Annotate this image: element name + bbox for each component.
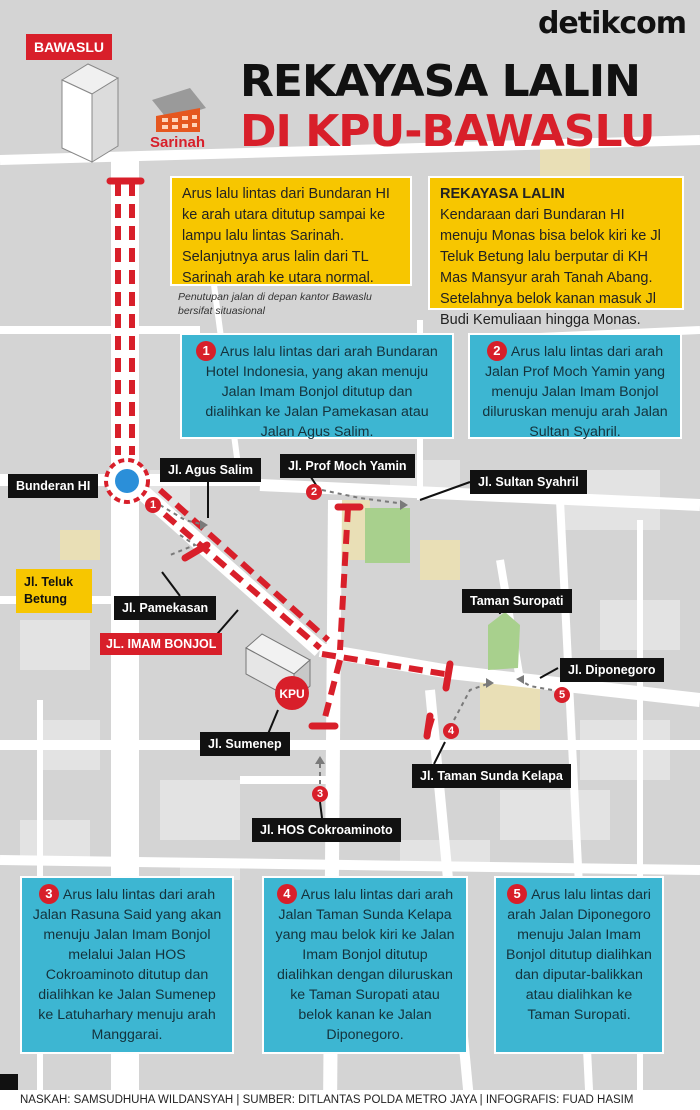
info-box-3 [20,876,234,1054]
label-pamekasan: Jl. Pamekasan [114,596,216,620]
label-imam-bonjol: JL. IMAM BONJOL [100,633,222,655]
label-diponegoro: Jl. Diponegoro [560,658,664,682]
info-text-1: Arus lalu lintas dari arah Bundaran Hotel Indonesia, yang akan menuju Jalan Imam Bonjol ditutup dan dialihkan ke Jalan Pamekasan atau Jalan Agus Salim. [205,344,438,440]
label-prof-moch-yamin: Jl. Prof Moch Yamin [280,454,415,478]
map-marker-2: 2 [306,483,322,501]
map-marker-1: 1 [145,496,161,514]
info-box-4 [262,876,468,1054]
map-marker-5: 5 [554,686,570,704]
note-situational: Penutupan jalan di depan kantor Bawaslu bersifat situasional [178,291,372,317]
bawaslu-building-icon [62,64,118,162]
info-text-2: Arus lalu lintas dari arah Jalan Prof Moch Yamin yang menuju Jalan Imam Bonjol diluruskan menuju arah Jalan Sultan Syahril. [482,344,668,440]
label-bunderan-hi: Bunderan HI [8,474,98,498]
map-marker-3: 3 [312,785,328,803]
bawaslu-label: BAWASLU [26,34,112,60]
map-marker-4: 4 [443,722,459,740]
kpu-marker-label: KPU [279,687,305,701]
info-box-5 [494,876,664,1054]
label-taman-suropati: Taman Suropati [462,589,572,613]
page-title-line1: REKAYASA LALIN [240,56,640,107]
info-number-3: 3 [39,884,59,904]
label-sultan-syahril: Jl. Sultan Syahril [470,470,587,494]
info-number-4: 4 [277,884,297,904]
info-box-2 [468,333,682,439]
park-block [365,508,410,563]
footer-credits: NASKAH: SAMSUDHUHA WILDANSYAH | SUMBER: DITLANTAS POLDA METRO JAYA | INFOGRAFIS: FUAD HASIM [0,1090,700,1110]
brand-logo: detikcom [537,6,686,41]
info-text-3: Arus lalu lintas dari arah Jalan Rasuna Said yang akan menuju Jalan Imam Bonjol melalui Jalan HOS Cokroaminoto ditutup dan dialihkan ke Jalan Sumenep ke Latuharhary menuju arah Manggarai. [32,887,222,1043]
label-agus-salim: Jl. Agus Salim [160,458,261,482]
info-number-1: 1 [196,341,216,361]
note-rekayasa-lalin [428,176,684,328]
info-text-4: Arus lalu lintas dari arah Jalan Taman Sunda Kelapa yang mau belok kiri ke Jalan Imam Bonjol ditutup dialihkan dengan diluruskan ke Taman Suropati atau belok kanan ke Jalan Diponegoro. [275,887,455,1043]
roundabout-center [115,469,139,493]
info-number-5: 5 [507,884,527,904]
sarinah-label: Sarinah [150,134,206,151]
label-taman-sunda-kelapa: Jl. Taman Sunda Kelapa [412,764,571,788]
rekayasa-heading: REKAYASA LALIN [440,186,565,202]
info-text-5: Arus lalu lintas dari arah Jalan Diponegoro menuju Jalan Imam Bonjol ditutup dialihkan dan diputar-balikkan atau dialihkan ke Taman Suropati. [506,887,652,1023]
label-teluk-betung: Jl. Teluk Betung [16,569,92,613]
info-number-2: 2 [487,341,507,361]
label-hos-cokroaminoto: Jl. HOS Cokroaminoto [252,818,401,842]
page-title-line2: DI KPU-BAWASLU [240,106,655,157]
label-sumenep: Jl. Sumenep [200,732,290,756]
note-sarinah-closure: Arus lalu lintas dari Bundaran HI ke arah utara ditutup sampai ke lampu lalu lintas Sarinah. Selanjutnya arus lalin dari TL Sarinah arah ke utara normal. [170,176,412,286]
rekayasa-body: Kendaraan dari Bundaran HI menuju Monas bisa belok kiri ke Jl Teluk Betung lalu berputar di KH Mas Mansyur arah Tanah Abang. Setelahnya belok kanan masuk Jl Budi Kemuliaan hingga Monas. [440,207,661,328]
info-box-1 [180,333,454,439]
